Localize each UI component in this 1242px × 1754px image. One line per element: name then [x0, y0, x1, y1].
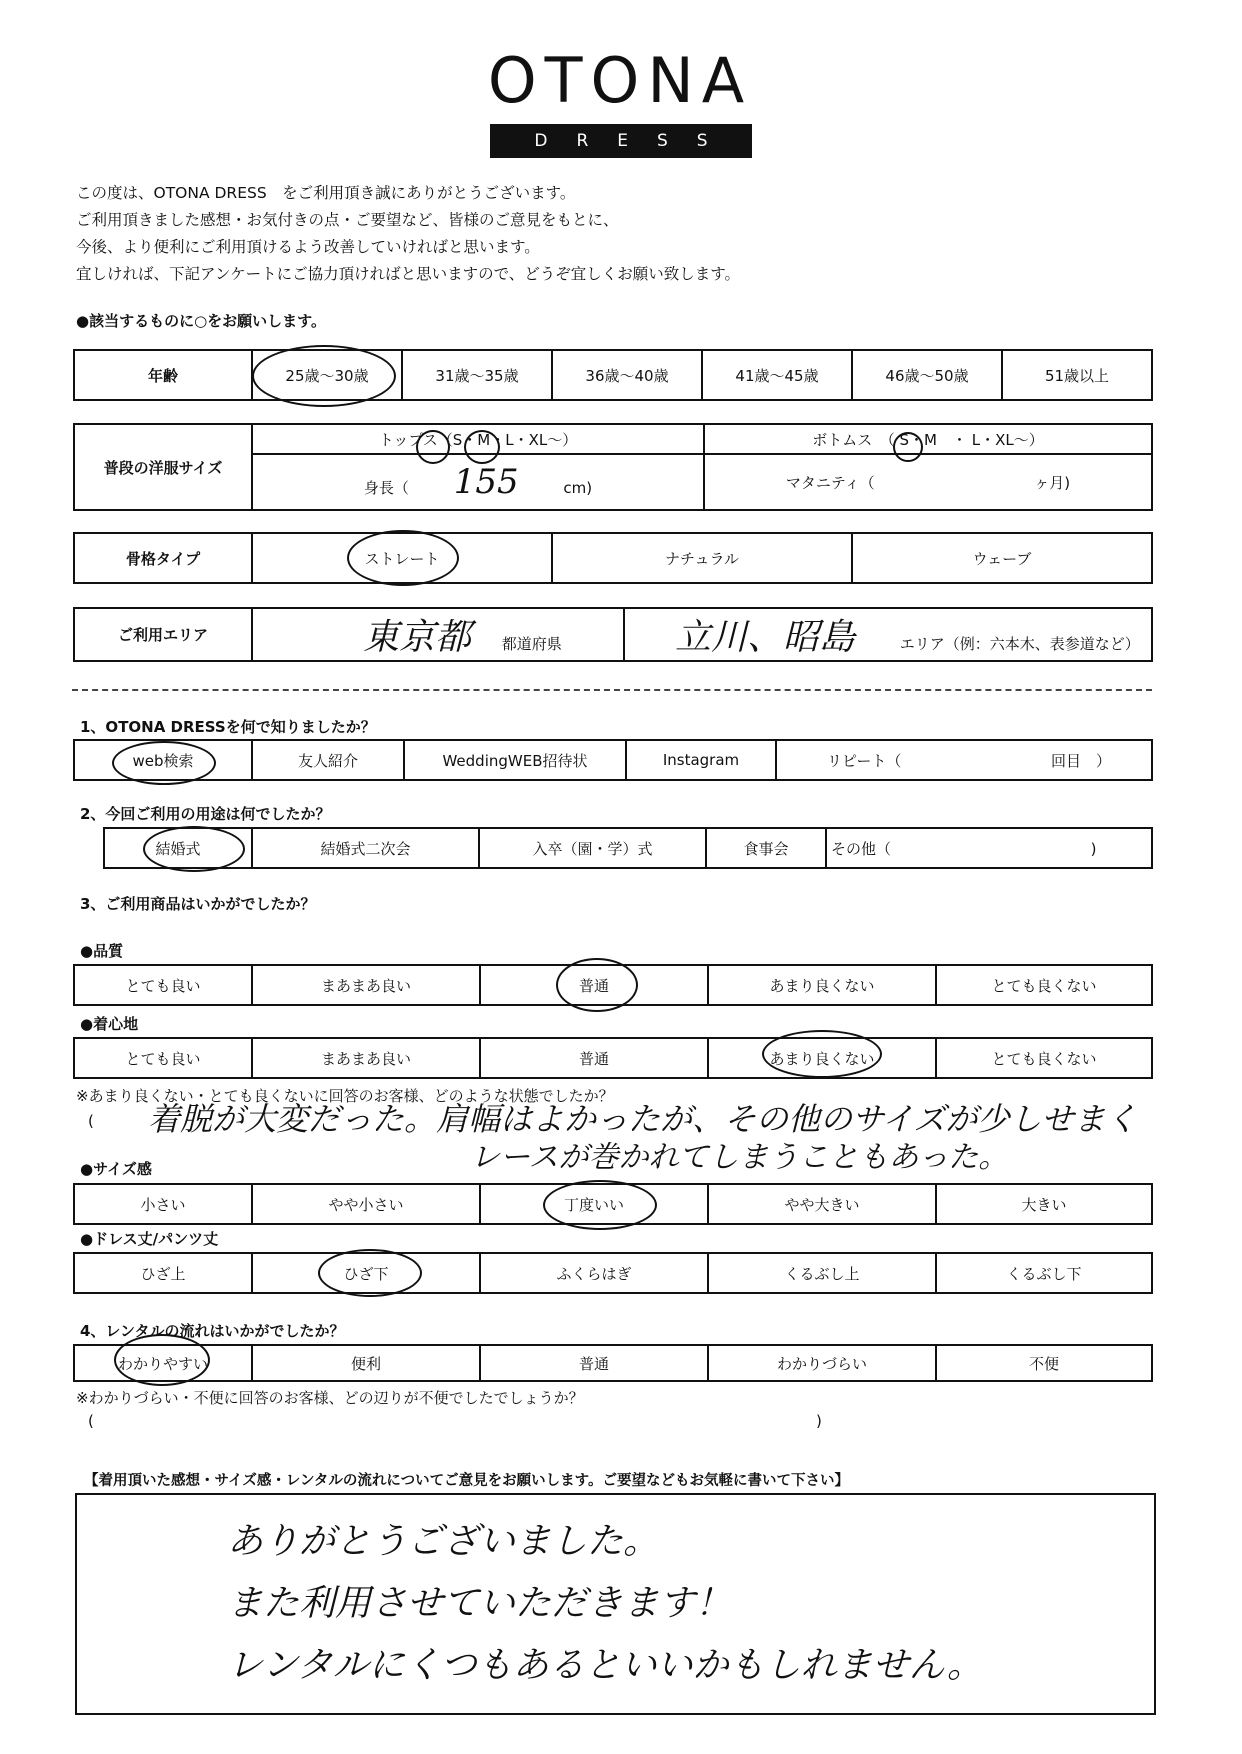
- length-label: ●ドレス丈/パンツ丈: [80, 1230, 219, 1248]
- body-type-table: [73, 532, 1153, 584]
- q1-option-repeat[interactable]: [776, 740, 1152, 780]
- age-option-41-45[interactable]: 41歳〜45歳: [702, 350, 852, 400]
- instruction-heading: ●該当するものに○をお願いします。: [76, 312, 326, 330]
- q4-open-paren: (: [88, 1412, 94, 1430]
- age-option-46-50[interactable]: 46歳〜50歳: [852, 350, 1002, 400]
- age-option-31-35[interactable]: 31歳〜35歳: [402, 350, 552, 400]
- fit-slightly-small[interactable]: やや小さい: [252, 1184, 480, 1224]
- q4-close-paren: ): [816, 1412, 822, 1430]
- q3-title: 3、ご利用商品はいかがでしたか？: [80, 895, 316, 913]
- section-divider: [72, 689, 1152, 691]
- remarks-heading: 【着用頂いた感想・サイズ感・レンタルの流れについてご意見をお願いします。ご要望などもお気軽に書いて下さい】: [84, 1473, 849, 1489]
- length-calf[interactable]: ふくらはぎ: [480, 1253, 708, 1293]
- quality-good[interactable]: まあまあ良い: [252, 965, 480, 1005]
- intro-line: この度は、OTONA DRESS をご利用頂き誠にありがとうございます。: [76, 184, 576, 202]
- repeat-label: リピート（: [827, 751, 902, 770]
- length-above-knee[interactable]: ひざ上: [74, 1253, 252, 1293]
- comfort-normal[interactable]: 普通: [480, 1038, 708, 1078]
- quality-very-good[interactable]: とても良い: [74, 965, 252, 1005]
- body-type-wave[interactable]: ウェーブ: [852, 533, 1152, 583]
- age-label: 年齢: [74, 350, 252, 400]
- body-type-natural[interactable]: ナチュラル: [552, 533, 852, 583]
- remarks-line-2: また利用させていただきます！: [227, 1583, 732, 1624]
- q4-title: 4、レンタルの流れはいかがでしたか？: [80, 1322, 345, 1340]
- area-table: [73, 607, 1153, 662]
- remarks-line-3: レンタルにくつもあるといいかもしれません。: [227, 1645, 983, 1686]
- other-label: その他（: [831, 839, 892, 858]
- intro-text: [76, 180, 740, 288]
- prefecture-value: 東京都: [363, 617, 472, 658]
- maternity-field[interactable]: [704, 454, 1152, 510]
- length-above-ankle[interactable]: くるぶし上: [708, 1253, 936, 1293]
- q4-convenient[interactable]: 便利: [252, 1345, 480, 1381]
- q4-note: ※わかりづらい・不便に回答のお客様、どの辺りが不便でしたでしょうか？: [76, 1389, 584, 1407]
- quality-label: ●品質: [80, 942, 124, 960]
- quality-table: [73, 964, 1153, 1006]
- prefecture-label: 都道府県: [501, 635, 562, 653]
- brand-logo-subtitle: DRESS: [490, 124, 752, 158]
- intro-line: ご利用頂きました感想・お気付きの点・ご要望など、皆様のご意見をもとに、: [76, 211, 619, 229]
- comfort-very-bad[interactable]: とても良くない: [936, 1038, 1152, 1078]
- size-table: [73, 423, 1153, 511]
- area-label: ご利用エリア: [74, 608, 252, 661]
- age-table: [73, 349, 1153, 401]
- body-type-label: 骨格タイプ: [74, 533, 252, 583]
- body-type-straight[interactable]: ストレート: [252, 533, 552, 583]
- comfort-very-good[interactable]: とても良い: [74, 1038, 252, 1078]
- fit-small[interactable]: 小さい: [74, 1184, 252, 1224]
- remarks-box[interactable]: [75, 1493, 1156, 1715]
- area-field[interactable]: [624, 608, 1152, 661]
- q4-table: [73, 1344, 1153, 1382]
- height-label: 身長（: [363, 479, 409, 498]
- comfort-answer-line-1: 着脱が大変だった。肩幅はよかったが、その他のサイズが少しせまく: [148, 1100, 1138, 1138]
- q4-hard[interactable]: わかりづらい: [708, 1345, 936, 1381]
- age-option-36-40[interactable]: 36歳〜40歳: [552, 350, 702, 400]
- q1-option-web-search[interactable]: web検索: [74, 740, 252, 780]
- q1-option-friend[interactable]: 友人紹介: [252, 740, 404, 780]
- comfort-not-good[interactable]: あまり良くない: [708, 1038, 936, 1078]
- comfort-note: ※あまり良くない・とても良くないに回答のお客様、どのような状態でしたか？: [76, 1087, 614, 1105]
- fit-table: [73, 1183, 1153, 1225]
- other-close: ): [1090, 839, 1097, 858]
- intro-line: 宜しければ、下記アンケートにご協力頂ければと思いますので、どうぞ宜しくお願い致します。: [76, 265, 741, 283]
- comfort-answer-line-2: レースが巻かれてしまうこともあった。: [470, 1140, 1009, 1175]
- age-option-51-plus[interactable]: 51歳以上: [1002, 350, 1152, 400]
- maternity-label: マタニティ（: [785, 473, 875, 492]
- fit-label: ●サイズ感: [80, 1160, 152, 1178]
- prefecture-field[interactable]: [252, 608, 624, 661]
- length-below-knee[interactable]: ひざ下: [252, 1253, 480, 1293]
- quality-normal[interactable]: 普通: [480, 965, 708, 1005]
- q1-title: 1、OTONA DRESSを何で知りましたか？: [80, 718, 376, 736]
- q1-option-wedding-web[interactable]: WeddingWEB招待状: [404, 740, 626, 780]
- q1-table: [73, 739, 1153, 781]
- length-table: [73, 1252, 1153, 1294]
- height-unit: cm): [563, 479, 593, 498]
- comfort-open-paren: (: [88, 1112, 94, 1130]
- brand-logo-title: OTONA: [487, 44, 753, 117]
- bottoms-size-field[interactable]: ボトムス （ S・M ・ L・XL〜）: [704, 424, 1152, 454]
- q1-option-instagram[interactable]: Instagram: [626, 740, 776, 780]
- age-option-25-30[interactable]: 25歳〜30歳: [252, 350, 402, 400]
- height-value: 155: [453, 462, 519, 503]
- fit-large[interactable]: 大きい: [936, 1184, 1152, 1224]
- q4-inconvenient[interactable]: 不便: [936, 1345, 1152, 1381]
- quality-not-good[interactable]: あまり良くない: [708, 965, 936, 1005]
- remarks-line-1: ありがとうございました。: [227, 1521, 660, 1562]
- comfort-label: ●着心地: [80, 1015, 139, 1033]
- comfort-good[interactable]: まあまあ良い: [252, 1038, 480, 1078]
- height-field[interactable]: [252, 454, 704, 510]
- q2-option-afterparty[interactable]: 結婚式二次会: [252, 828, 479, 868]
- q2-option-dinner[interactable]: 食事会: [706, 828, 826, 868]
- length-below-ankle[interactable]: くるぶし下: [936, 1253, 1152, 1293]
- area-value: 立川、昭島: [675, 617, 856, 658]
- q4-easy[interactable]: わかりやすい: [74, 1345, 252, 1381]
- q2-table: [103, 827, 1153, 869]
- q2-option-other[interactable]: [826, 828, 1152, 868]
- maternity-unit: ヶ月): [1034, 473, 1071, 492]
- q2-title: 2、今回ご利用の用途は何でしたか？: [80, 805, 331, 823]
- intro-line: 今後、より便利にご利用頂けるよう改善していければと思います。: [76, 238, 540, 256]
- q4-normal[interactable]: 普通: [480, 1345, 708, 1381]
- size-label: 普段の洋服サイズ: [74, 424, 252, 510]
- fit-just-right[interactable]: 丁度いい: [480, 1184, 708, 1224]
- area-example-label: エリア（例：六本木、表参道など）: [899, 635, 1140, 653]
- quality-very-bad[interactable]: とても良くない: [936, 965, 1152, 1005]
- fit-slightly-large[interactable]: やや大きい: [708, 1184, 936, 1224]
- tops-size-field[interactable]: トップス（S・M・L・XL〜）: [252, 424, 704, 454]
- q2-option-ceremony[interactable]: 入卒（園・学）式: [479, 828, 706, 868]
- comfort-table: [73, 1037, 1153, 1079]
- repeat-count-label: 回目 ）: [1050, 751, 1111, 770]
- q2-option-wedding[interactable]: 結婚式: [104, 828, 252, 868]
